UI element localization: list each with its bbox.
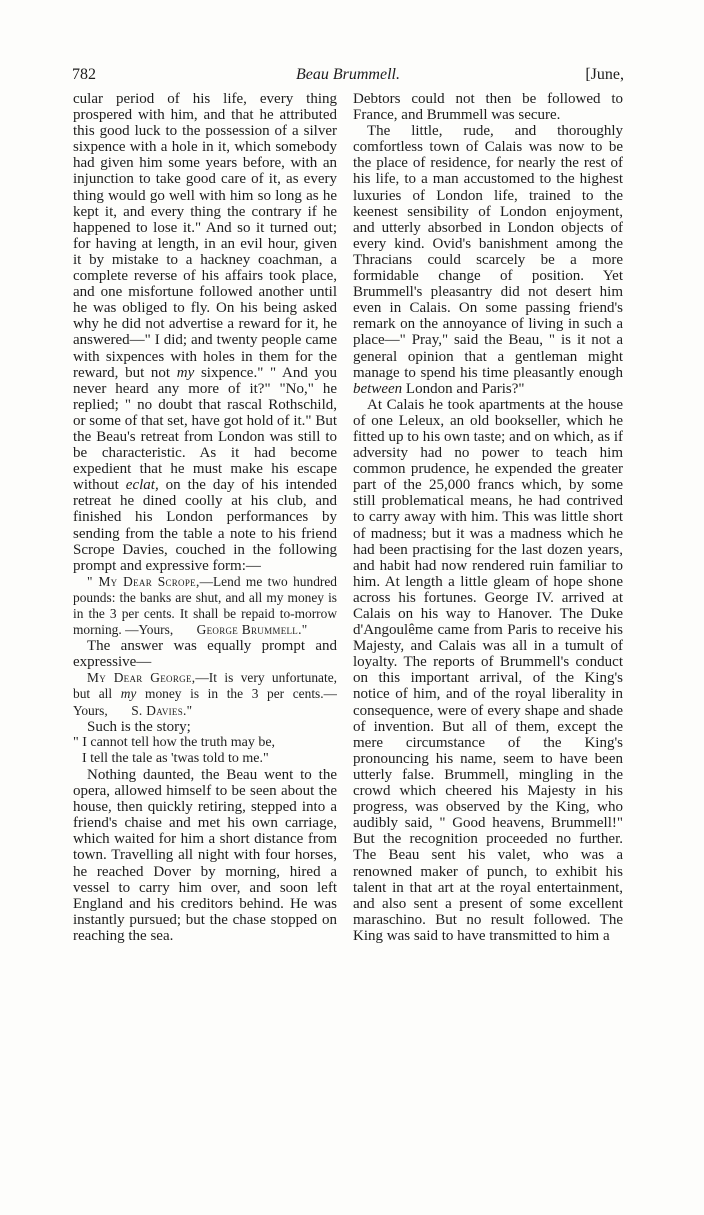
paragraph: The little, rude, and thoroughly comfortless town of Calais was now to be the place of residence, for nearly the rest of his life, to a man accustomed to the highest luxuries of London life, trained to the keenest sensibility of London enjoyment, and utterly absorbed in London objects of every kind. Ovid's banishment among the Thracians could scarcely be a more formidable change of position. Yet Brummell's pleasantry did not desert him even in Calais. On some passing friend's remark on the annoyance of living in such a place—" Pray," said the Beau, " is it not a general opinion that a gentleman might manage to spend his time pleasantly enough between London and Paris?": [353, 123, 623, 397]
paragraph: The answer was equally prompt and expressive—: [73, 638, 337, 671]
letter-to-scrope: " My Dear Scrope,—Lend me two hundred pounds: the banks are shut, and all my money is in the 3 per cents. It shall be repaid to-morrow morning. —Yours, George Brummell.": [73, 573, 337, 638]
header-date: [June,: [585, 66, 624, 83]
paragraph: Nothing daunted, the Beau went to the opera, allowed himself to be seen about the house, then quickly retiring, stepped into a friend's chaise and met his own carriage, which waited for him a short distance from town. Travelling all night with four horses, he reached Dover by morning, hired a vessel to carry him over, and soon left England and his creditors behind. He was instantly pursued; but the chase stopped on reaching the sea.: [73, 766, 337, 944]
page-number: 782: [72, 66, 96, 83]
running-header: [72, 66, 624, 88]
letter-to-george: My Dear George,—It is very unfortunate, but all my money is in the 3 per cents.—Yours, S. Davies.": [73, 670, 337, 718]
paragraph: Such is the story;: [87, 718, 191, 735]
running-title: Beau Brummell.: [296, 66, 400, 83]
paragraph: At Calais he took apartments at the house of one Leleux, an old bookseller, which he fitted up to his own taste; and on which, as if adversity had no power to teach him common prudence, he expended the greater part of the 25,000 francs which, by some still problematical means, he had contrived to carry away with him. This was little short of madness; but it was a madness which he had been practising for the last dozen years, and habit had now rendered ruin familiar to him. At length a little gleam of hope shone across his fortunes. George IV. arrived at Calais on his way to Hanover. The Duke d'Angoulême came from Paris to receive his Majesty, and Calais was all in a tumult of loyalty. The reports of Brummell's conduct on this important arrival, of the King's notice of him, and of the royal liberality in consequence, were of every shape and shade of invention. But all of them, except the mere circumstance of the King's pronouncing his name, seem to have been utterly false. Brummell, mingling in the crowd which cheered his Majesty in his progress, was observed by the King, who audibly said, " Good heavens, Brummell!" But the recognition proceeded no further. The Beau sent his valet, who was a renowned maker of punch, to exhibit his talent in that art at the royal entertainment, and also sent a present of some excellent maraschino. But no result followed. The King was said to have transmitted to him a: [353, 396, 623, 944]
right-column: [353, 91, 623, 1191]
left-column: [73, 91, 337, 1191]
paragraph: Debtors could not then be followed to France, and Brummell was secure.: [353, 91, 623, 124]
verse-line: " I cannot tell how the truth may be,: [73, 734, 276, 750]
paragraph: cular period of his life, every thing prospered with him, and that he attributed this good luck to the possession of a silver sixpence with a hole in it, which somebody had given him some years before, with an injunction to take good care of it, as every thing would go well with him so long as he kept it, and every thing the contrary if he happened to lose it." And so it turned out; for having at length, in an evil hour, given it by mistake to a hackney coachman, a complete reverse of his affairs took place, and one misfortune followed another until he was obliged to fly. On his being asked why he did not advertise a reward for it, he answered—" I did; and twenty people came with sixpences with holes in them for the reward, but not my sixpence." " And you never heard any more of it?" "No," he replied; " no doubt that rascal Rothschild, or some of that set, have got hold of it." But the Beau's retreat from London was still to be characteristic. As it had become expedient that he must make his escape without eclat, on the day of his intended retreat he dined coolly at his club, and finished his London performances by sending from the table a note to his friend Scrope Davies, couched in the following prompt and expressive form:—: [73, 91, 337, 574]
verse-quote: [73, 735, 337, 767]
verse-line: I tell the tale as 'twas told to me.": [82, 750, 269, 766]
